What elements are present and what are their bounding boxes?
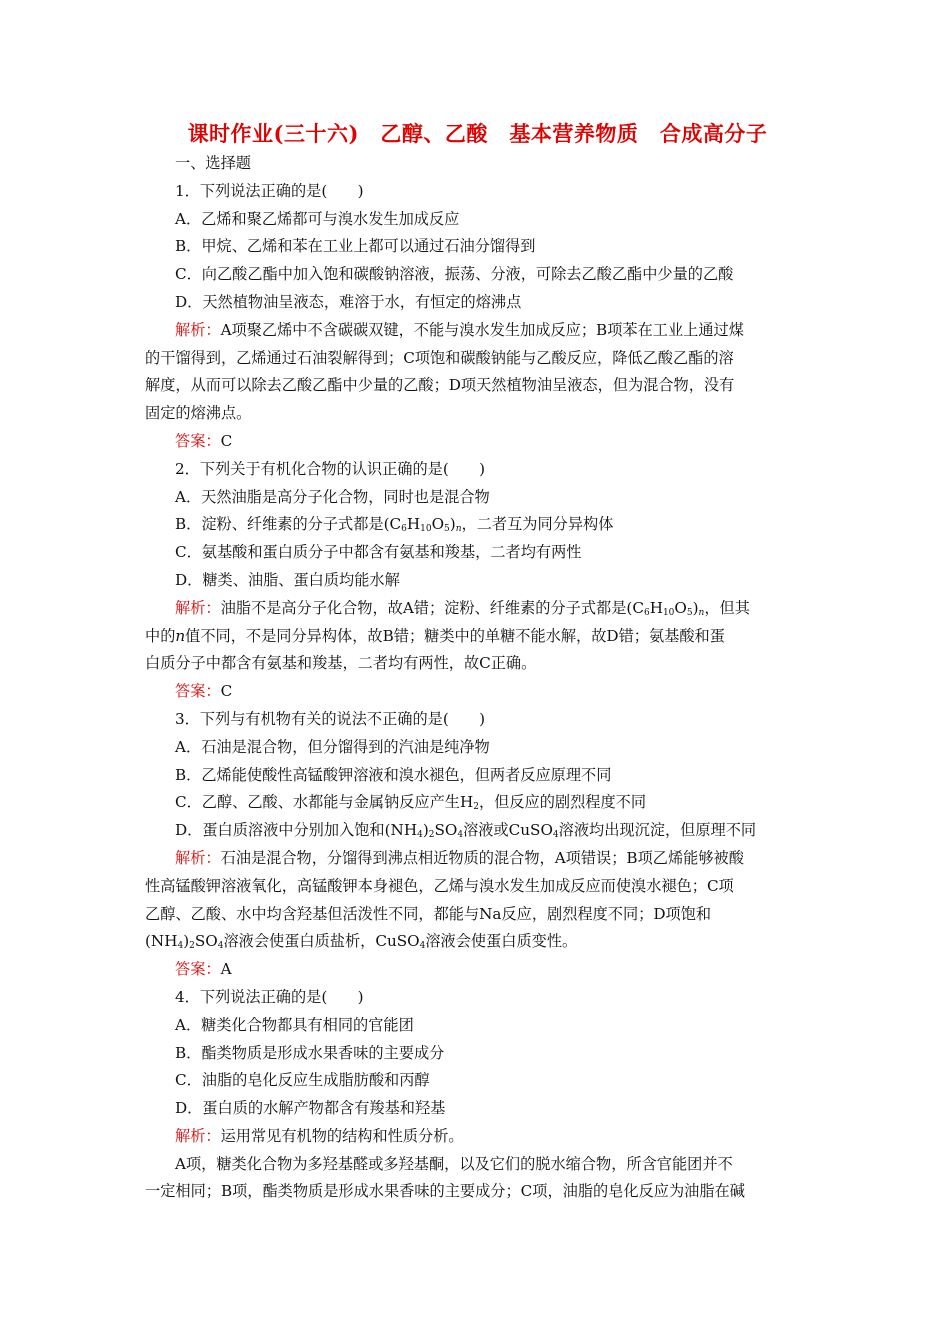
q3-option-a: A．石油是混合物，但分馏得到的汽油是纯净物	[175, 737, 490, 756]
q4-option-c: C．油脂的皂化反应生成脂肪酸和丙醇	[175, 1071, 430, 1090]
q4-analysis	[145, 1123, 810, 1206]
q3-analysis-label: 解析：	[175, 848, 221, 867]
q2-analysis-label: 解析：	[175, 598, 221, 617]
q4-option-b: B．酯类物质是形成水果香味的主要成分	[175, 1043, 445, 1062]
page-title: 课时作业(三十六) 乙醇、乙酸 基本营养物质 合成高分子	[187, 121, 768, 146]
q2-option-d: D．糖类、油脂、蛋白质均能水解	[175, 570, 400, 589]
q3-analysis-line1: 石油是混合物，分馏得到沸点相近物质的混合物，A项错误；B项乙烯能够被酸	[220, 848, 744, 867]
q3-option-c: C．乙醇、乙酸、水都能与金属钠反应产生$H_2$，但反应的剧烈程度不同	[175, 793, 647, 813]
q1-analysis-label: 解析：	[175, 320, 221, 339]
q3-answer: A	[220, 960, 232, 979]
q4-analysis-line3: 一定相同；B项，酯类物质是形成水果香味的主要成分；C项，油脂的皂化反应为油脂在碱	[145, 1182, 745, 1201]
q2-analysis-line3: 白质分子中都含有氨基和羧基，二者均有两性，故C正确。	[145, 654, 537, 673]
q1-analysis-line4: 固定的熔沸点。	[145, 404, 252, 423]
q2-option-b: B．淀粉、纤维素的分子式都是$(C_6H_{10}O_5)_n$，二者互为同分异构体	[175, 515, 614, 535]
q3-answer-label: 答案：	[175, 960, 221, 979]
q1-analysis-line1: A项聚乙烯中不含碳碳双键，不能与溴水发生加成反应；B项苯在工业上通过煤	[220, 320, 744, 339]
q1-option-d: D．天然植物油呈液态，难溶于水，有恒定的熔沸点	[175, 292, 522, 311]
q2-analysis	[145, 595, 810, 678]
q1-analysis	[145, 317, 810, 428]
q2-answer: C	[220, 682, 233, 701]
q2-analysis-line2: 中的n值不同，不是同分异构体，故B错；糖类中的单糖不能水解，故D错；氨基酸和蛋	[145, 626, 725, 645]
q3-analysis	[145, 845, 810, 956]
q1-option-a: A．乙烯和聚乙烯都可与溴水发生加成反应	[175, 209, 460, 228]
q4-analysis-line2: A项，糖类化合物为多羟基醛或多羟基酮，以及它们的脱水缩合物，所含官能团并不	[175, 1154, 733, 1173]
worksheet-page	[145, 118, 810, 1206]
q3-option-b: B．乙烯能使酸性高锰酸钾溶液和溴水褪色，但两者反应原理不同	[175, 765, 612, 784]
q4-option-a: A．糖类化合物都具有相同的官能团	[175, 1015, 414, 1034]
q2-analysis-line1: 解析：油脂不是高分子化合物，故A错；淀粉、纤维素的分子式都是$(C_6H_{10}O_5)_n$，但其	[175, 598, 750, 618]
q3-stem: 3．下列与有机物有关的说法不正确的是( )	[175, 709, 486, 728]
q1-option-c: C．向乙酸乙酯中加入饱和碳酸钠溶液，振荡、分液，可除去乙酸乙酯中少量的乙酸	[175, 265, 734, 284]
section-heading: 一、选择题	[175, 154, 251, 172]
q3-analysis-line3: 乙醇、乙酸、水中均含羟基但活泼性不同，都能与Na反应，剧烈程度不同；D项饱和	[145, 904, 712, 923]
question-4	[145, 984, 810, 1206]
question-3	[145, 706, 810, 984]
q3-analysis-line2: 性高锰酸钾溶液氧化，高锰酸钾本身褪色，乙烯与溴水发生加成反应而使溴水褪色；C项	[145, 876, 734, 895]
q4-analysis-line1: 运用常见有机物的结构和性质分析。	[220, 1126, 464, 1145]
q2-answer-label: 答案：	[175, 682, 221, 701]
q1-answer-label: 答案：	[175, 431, 221, 450]
question-1	[145, 178, 810, 456]
q1-stem: 1．下列说法正确的是( )	[175, 181, 364, 200]
q2-option-a: A．天然油脂是高分子化合物，同时也是混合物	[175, 487, 490, 506]
q1-analysis-line3: 解度，从而可以除去乙酸乙酯中少量的乙酸；D项天然植物油呈液态，但为混合物，没有	[145, 376, 735, 395]
q2-stem: 2．下列关于有机化合物的认识正确的是( )	[175, 459, 486, 478]
q4-analysis-label: 解析：	[175, 1126, 221, 1145]
q1-answer: C	[220, 431, 233, 450]
q1-option-b: B．甲烷、乙烯和苯在工业上都可以通过石油分馏得到	[175, 237, 536, 256]
q2-option-c: C．氨基酸和蛋白质分子中都含有氨基和羧基，二者均有两性	[175, 543, 582, 562]
q3-analysis-line4: $(NH_4)_2SO_4$溶液会使蛋白质盐析，CuSO$_4$溶液会使蛋白质变性。	[145, 932, 578, 952]
q4-option-d: D．蛋白质的水解产物都含有羧基和羟基	[175, 1099, 446, 1118]
q4-stem: 4．下列说法正确的是( )	[175, 987, 364, 1006]
question-2	[145, 456, 810, 706]
q1-analysis-line2: 的干馏得到，乙烯通过石油裂解得到；C项饱和碳酸钠能与乙酸反应，降低乙酸乙酯的溶	[145, 348, 734, 367]
q3-option-d: D．蛋白质溶液中分别加入饱和$(NH_4)_2SO_4$溶液或CuSO$_4$溶液均出现沉淀，但原理不同	[175, 821, 757, 841]
